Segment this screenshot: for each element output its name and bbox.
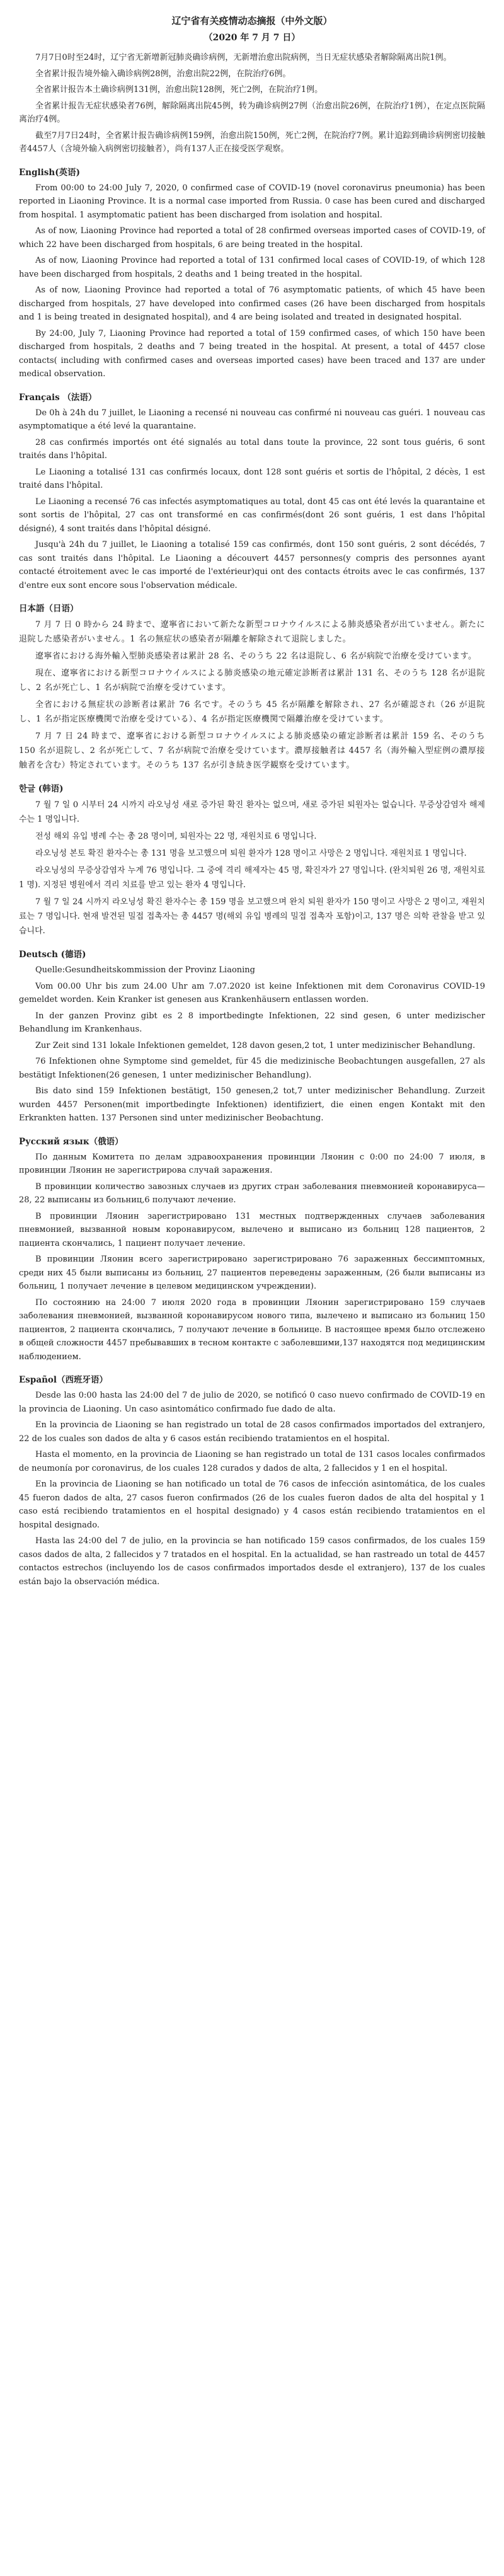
korean-paragraph: 7 월 7 일 24 시까지 라오닝성 확진 환자수는 총 159 명을 보고했으며 완치 퇴원 환자가 150 명이고 사망은 2 명이고, 재원치료는 7 명입니다. 현재 발견된 밀접 접촉자는 총 4457 명(해외 유입 병례의 밀접 접촉자 포함)이고, 137 명은 의학 관찰을 받고 있습니다. bbox=[19, 897, 485, 936]
spanish-paragraph: En la provincia de Liaoning se han registrado un total de 28 casos confirmados importados del extranjero, 22 de los cuales son dados de alta y 6 casos están recibiendo tratamientos en el hospital. bbox=[19, 1420, 485, 1444]
japanese-paragraph: 遼寧省における海外輸入型肺炎感染者は累計 28 名、そのうち 22 名は退院し、6 名が病院で治療を受けています。 bbox=[35, 652, 477, 661]
german-section bbox=[19, 947, 485, 1125]
chinese-paragraph: 全省累计报告本土确诊病例131例，治愈出院128例，死亡2例，在院治疗1例。 bbox=[35, 85, 323, 95]
russian-paragraph: В провинции Ляонин всего зарегистрировано зарегистрировано 76 зараженных бессимптомных, среди них 45 были выписаны из больниц, 27 пациентов переведены зараженным, (26 были выписаны из больниц, 1 получает лечение в целевом медицинском учреждении). bbox=[19, 1255, 485, 1291]
japanese-paragraph: 7 月 7 日 24 時まで、遼寧省における新型コロナウイルスによる肺炎感染の確定診断者は累計 159 名、そのうち 150 名が退院し、2 名が死亡して、7 名が病院で治療を受けています。濃厚接触者は 4457 名（海外輸入型症例の濃厚接触者を含む）特定されています。そのうち 137 名が引き続き医学観察を受けています。 bbox=[19, 732, 485, 770]
russian-paragraph: По состоянию на 24:00 7 июля 2020 года в провинции Ляонин зарегистрировано 159 случаев заболевания пневмонией, вызванной коронавирусом нового типа, вылечено и выписано из больниц 150 пациентов, 2 пациента скончались, 7 получают лечение в больнице. В настоящее время было отслежено в общей сложности 4457 пребывавших в тесном контакте с заболевшими,137 находятся под медицинским наблюдением. bbox=[19, 1297, 485, 1362]
spanish-paragraph: En la provincia de Liaoning se han notificado un total de 76 casos de infección asintomática, de los cuales 45 fueron dados de alta, 27 casos fueron confirmados (26 de los cuales fueron dados de alta del hospital y 1 caso está recibiendo tratamientos en el hospital designado) y 4 casos están recibiendo tratamientos en el hospital designado. bbox=[19, 1480, 485, 1530]
english-section bbox=[19, 165, 485, 381]
russian-section bbox=[19, 1134, 485, 1364]
korean-paragraph: 라오닝성 본토 확진 환자수는 총 131 명을 보고했으며 퇴원 환자가 128 명이고 사망은 2 명입니다. 재원치료 1 명입니다. bbox=[35, 849, 467, 858]
news-page bbox=[19, 0, 485, 1596]
page-date: （2020 年 7 月 7 日） bbox=[203, 33, 301, 43]
japanese-paragraph: 全省における無症状の診断者は累計 76 名です。そのうち 45 名が隔離を解除され、27 名が確認され（26 が退院し、1 名が指定医療機関で治療を受けている）、4 名が指定医療機関で隔離治療を受けています。 bbox=[19, 700, 485, 724]
chinese-paragraph: 截至7月7日24时，全省累计报告确诊病例159例，治愈出院150例，死亡2例，在院治疗7例。累计追踪到确诊病例密切接触者4457人（含境外输入病例密切接触者），尚有137人正在接受医学观察。 bbox=[19, 130, 485, 154]
french-paragraph: De 0h à 24h du 7 juillet, le Liaoning a recensé ni nouveau cas confirmé ni nouveau cas guéri. 1 nouveau cas asymptomatique a été levé la quarantaine. bbox=[19, 408, 485, 431]
chinese-paragraph: 全省累计报告境外输入确诊病例28例，治愈出院22例，在院治疗6例。 bbox=[35, 69, 291, 79]
german-paragraph: In der ganzen Provinz gibt es 2 8 importbedingte Infektionen, 22 sind gesen, 6 unter medizischer Behandlung im Krankenhaus. bbox=[19, 1011, 485, 1034]
page-title: 辽宁省有关疫情动态摘报（中外文版） bbox=[171, 15, 333, 26]
german-paragraph: Zur Zeit sind 131 lokale Infektionen gemeldet, 128 davon gesen,2 tot, 1 unter medizinischer Behandlung. bbox=[35, 1040, 476, 1050]
english-paragraph: As of now, Liaoning Province had reported a total of 76 asymptomatic patients, of which 45 have been discharged from hospitals, 27 have developed into confirmed cases (26 have been discharged from hospitals and 1 is being treated in designated hospital), and 4 are being isolated and treated in designated hospital. bbox=[19, 285, 485, 322]
chinese-section bbox=[19, 51, 485, 156]
german-paragraph: Vom 00.00 Uhr bis zum 24.00 Uhr am 7.07.2020 ist keine Infektionen mit dem Coronavirus COVID-19 gemeldet worden. Kein Kranker ist genesen aus Krankenhäusern entlassen worden. bbox=[19, 981, 485, 1004]
russian-heading: Русский язык（俄语） bbox=[19, 1136, 123, 1147]
japanese-heading: 日本語（日语） bbox=[19, 604, 79, 614]
french-section bbox=[19, 390, 485, 593]
german-heading: Deutsch (德语) bbox=[19, 950, 86, 960]
spanish-paragraph: Desde las 0:00 hasta las 24:00 del 7 de julio de 2020, se notificó 0 caso nuevo confirmado de COVID-19 en la provincia de Liaoning. Un caso asintomático confirmado fue dado de alta. bbox=[19, 1391, 485, 1414]
english-paragraph: As of now, Liaoning Province had reported a total of 131 confirmed local cases of COVID-19, of which 128 have been discharged from hospitals, 2 deaths and 1 being treated in the hospital. bbox=[19, 256, 485, 279]
russian-paragraph: В провинции Ляонин зарегистрировано 131 местных подтвержденных случаев заболевания пневмонией, вызванной новым коронавирусом, вылечено и выписано из больниц 128 пациентов, 2 пациента скончались, 1 пациент получает лечение. bbox=[19, 1211, 485, 1248]
korean-section bbox=[19, 781, 485, 938]
french-paragraph: Le Liaoning a recensé 76 cas infectés asymptomatiques au total, dont 45 cas ont été levés la quarantaine et sont sortis de l'hôpital, 27 cas ont transformé en cas confirmés(dont 26 sont guéris, 1 est dans l'hôpital désigné), 4 sont traités dans l'hôpital désigné. bbox=[19, 497, 485, 534]
english-paragraph: By 24:00, July 7, Liaoning Province had reported a total of 159 confirmed cases, of which 150 have been discharged from hospitals, 2 deaths and 7 being treated in the hospital. At present, a total of 4457 close contacts( including with confirmed cases and overseas imported cases) have been traced and 137 are under medical observation. bbox=[19, 328, 485, 379]
chinese-paragraph: 全省累计报告无症状感染者76例，解除隔离出院45例，转为确诊病例27例（治愈出院26例，在院治疗1例），在定点医院隔离治疗4例。 bbox=[19, 101, 485, 124]
english-paragraph: As of now, Liaoning Province had reported a total of 28 confirmed overseas imported cases of COVID-19, of which 22 have been discharged from hospitals, 6 are being treated in the hospital. bbox=[19, 226, 485, 250]
spanish-paragraph: Hasta el momento, en la provincia de Liaoning se han registrado un total de 131 casos locales confirmados de neumonía por coronavirus, de los cuales 128 curados y dados de alta, 2 fallecidos y 1 en el hospital. bbox=[19, 1450, 485, 1473]
japanese-section bbox=[19, 601, 485, 773]
korean-paragraph: 7 월 7 일 0 시부터 24 시까지 라오닝성 새로 증가된 확진 환자는 없으며, 새로 증가된 퇴원자는 없습니다. 무증상감염자 해제수는 1 명입니다. bbox=[19, 800, 485, 824]
chinese-paragraph: 7月7日0时至24时，辽宁省无新增新冠肺炎确诊病例，无新增治愈出院病例，当日无症状感染者解除隔离出院1例。 bbox=[35, 53, 452, 62]
korean-paragraph: 라오닝성의 무증상감염자 누계 76 명입니다. 그 중에 격리 해제자는 45 명, 확진자가 27 명입니다. (완치퇴원 26 명, 재원치료 1 명). 지정된 병원에서 격리 치료를 받고 있는 환자 4 명입니다. bbox=[19, 866, 485, 890]
french-heading: Français （法语） bbox=[19, 392, 97, 403]
korean-heading: 한글 (韩语) bbox=[19, 784, 64, 794]
french-paragraph: Le Liaoning a totalisé 131 cas confirmés locaux, dont 128 sont guéris et sortis de l'hôpital, 2 décès, 1 est traité dans l'hôpital. bbox=[19, 467, 485, 490]
english-paragraph: From 00:00 to 24:00 July 7, 2020, 0 confirmed case of COVID-19 (novel coronavirus pneumonia) has been reported in Liaoning Province. It is a normal case imported from Russia. 0 case has been cured and discharged from hospital. 1 asymptomatic patient has been discharged from isolation and hospital. bbox=[19, 183, 485, 220]
german-paragraph: 76 Infektionen ohne Symptome sind gemeldet, für 45 die medizinische Beobachtungen ausgefallen, 27 als bestätigt Infektionen(26 genesen, 1 unter medizinischer Behandlung). bbox=[19, 1057, 485, 1080]
spanish-heading: Español（西班牙语） bbox=[19, 1375, 108, 1385]
korean-paragraph: 전성 해외 유입 병례 수는 총 28 명이며, 퇴원자는 22 명, 재원치료 6 명입니다. bbox=[35, 832, 317, 841]
english-heading: English(英语) bbox=[19, 167, 80, 178]
spanish-section bbox=[19, 1372, 485, 1589]
french-paragraph: 28 cas confirmés importés ont été signalés au total dans toute la province, 22 sont tous guéris, 6 sont traités dans l'hôpital. bbox=[19, 437, 485, 461]
russian-paragraph: По данным Комитета по делам здравоохранения провинции Ляонин с 0:00 по 24:00 7 июля, в провинции Ляонин не зарегистрирова случай заражения. bbox=[19, 1152, 485, 1175]
french-paragraph: Jusqu'à 24h du 7 juillet, le Liaoning a totalisé 159 cas confirmés, dont 150 sont guéris, 2 sont décédés, 7 cas sont traités dans l'hôpital. Le Liaoning a découvert 4457 personnes(y compris des personnes ayant contacté étroitement avec le cas importé de l'extérieur)qui ont des contacts étroits avec le cas confirmés, 137 d'entre eux sont encore sous l'observation médicale. bbox=[19, 540, 485, 590]
japanese-paragraph: 現在、遼寧省における新型コロナウイルスによる肺炎感染の地元確定診断者は累計 131 名、そのうち 128 名が退院し、2 名が死亡し、1 名が病院で治療を受けています。 bbox=[19, 669, 485, 693]
russian-paragraph: В провинции количество завозных случаев из других стран заболевания пневмонией коронавируса—28, 22 выписаны из больниц,6 получают лечение. bbox=[19, 1182, 485, 1205]
german-source: Quelle:Gesundheitskommission der Provinz Liaoning bbox=[35, 965, 255, 975]
german-paragraph: Bis dato sind 159 Infektionen bestätigt, 150 genesen,2 tot,7 unter medizinischer Behandlung. Zurzeit wurden 4457 Personen(mit importbedingte Infektionen) identifiziert, die einen engen Kontakt mit den Erkrankten hatten. 137 Personen sind unter medizinischer Beobachtung. bbox=[19, 1086, 485, 1123]
japanese-paragraph: 7 月 7 日 0 時から 24 時まで、遼寧省において新たな新型コロナウイルスによる肺炎感染者が出ていません。新たに退院した感染者がいません。1 名の無症状の感染者が隔離を解除されて退院しました。 bbox=[19, 620, 485, 644]
spanish-paragraph: Hasta las 24:00 del 7 de julio, en la provincia se han notificado 159 casos confirmados, de los cuales 159 casos dados de alta, 2 fallecidos y 7 tratados en el hospital. En la actualidad, se han rastreado un total de 4457 contactos estrechos (incluyendo los de casos confirmados importados desde el extranjero), 137 de los cuales están bajo la observación médica. bbox=[19, 1536, 485, 1587]
